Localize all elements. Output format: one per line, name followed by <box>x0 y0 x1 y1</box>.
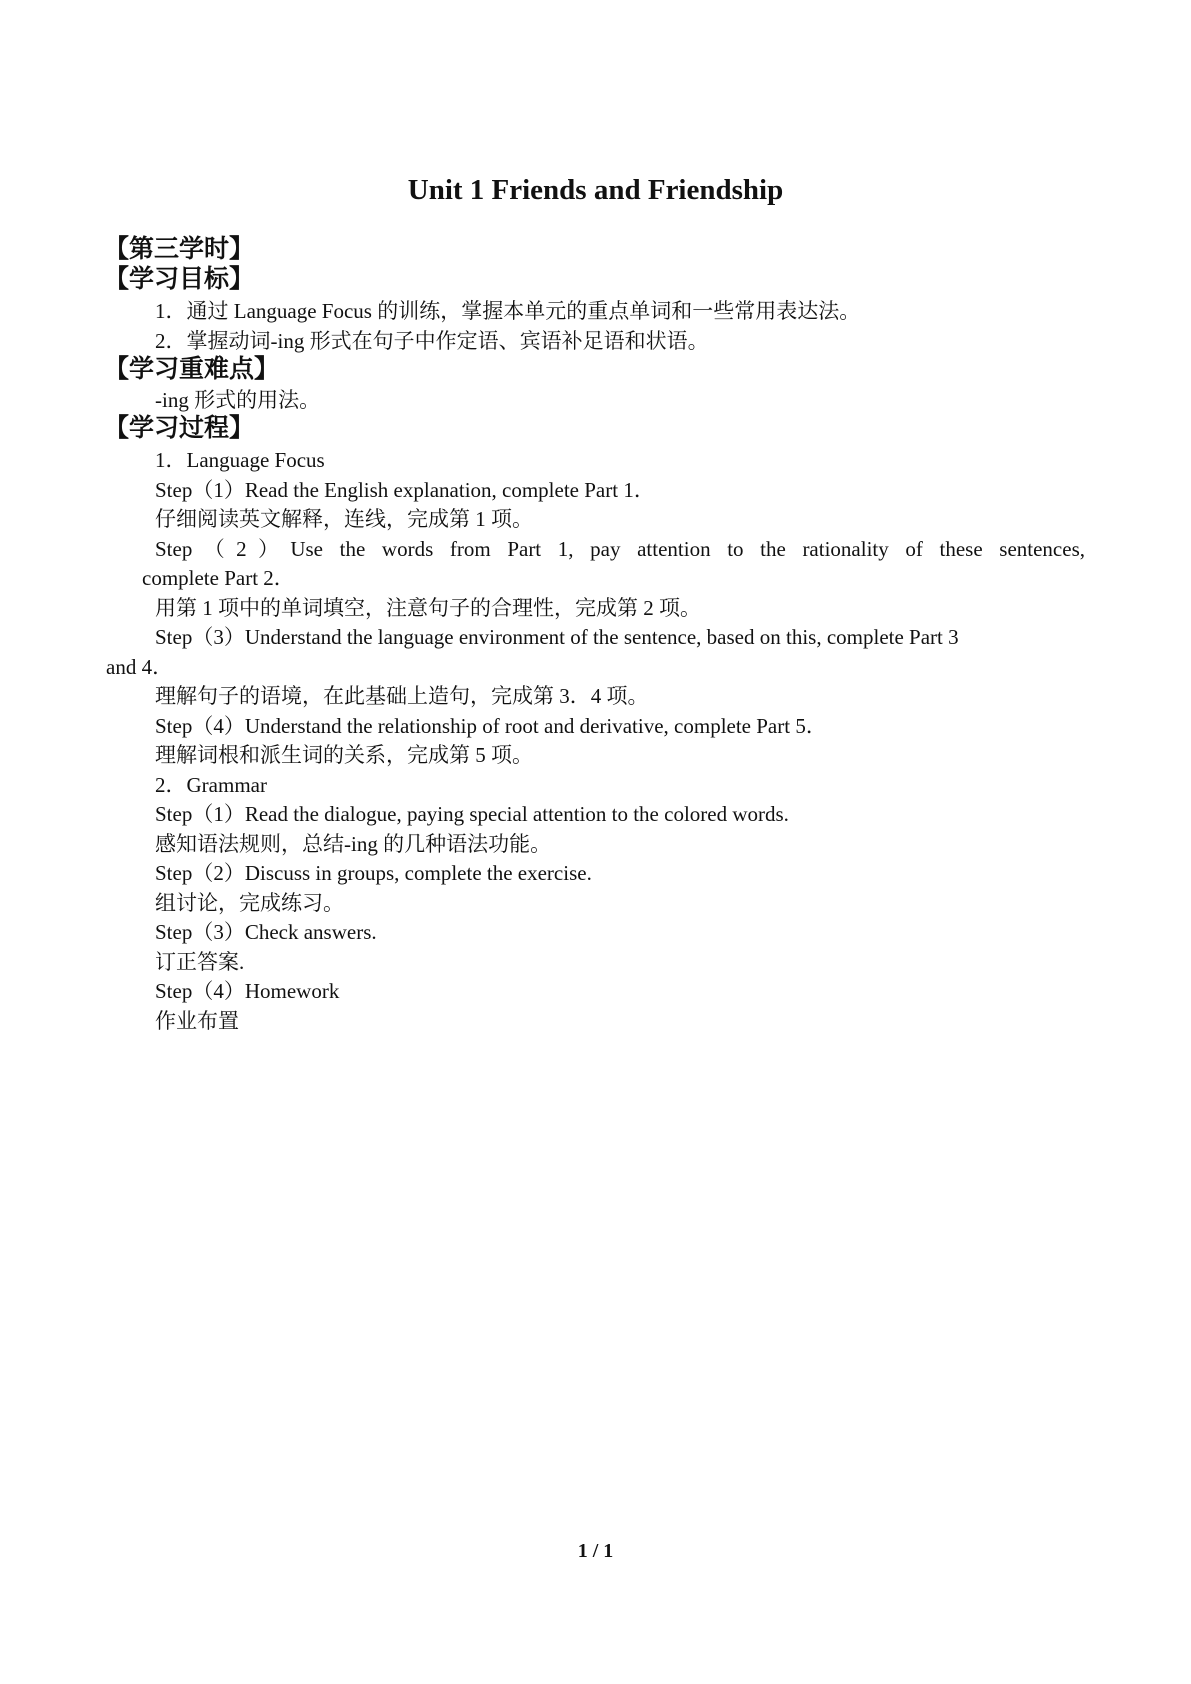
lf-step-2-en-cont: complete Part 2． <box>142 566 295 590</box>
gr-step-4-cn: 作业布置 <box>155 1009 239 1033</box>
lf-step-1-cn: 仔细阅读英文解释，连线，完成第 1 项。 <box>155 507 533 531</box>
gr-step-4-en: Step（4）Homework <box>155 979 340 1003</box>
gr-step-3-en: Step（3）Check answers. <box>155 920 377 944</box>
key-point: -ing 形式的用法。 <box>155 388 321 412</box>
objective-2: 2．掌握动词-ing 形式在句子中作定语、宾语补足语和状语。 <box>155 329 709 353</box>
language-focus-title: 1．Language Focus <box>155 448 325 472</box>
page-number: 1 / 1 <box>577 1540 614 1562</box>
lf-step-4-cn: 理解词根和派生词的关系，完成第 5 项。 <box>155 743 533 767</box>
lf-step-3-cn: 理解句子的语境，在此基础上造句，完成第 3．4 项。 <box>155 684 649 708</box>
lf-step-2-en: Step（2）Use the words from Part 1, pay attention to the rationality of these sentences, <box>155 537 1085 561</box>
gr-step-2-en: Step（2）Discuss in groups, complete the exercise. <box>155 861 592 885</box>
grammar-title: 2．Grammar <box>155 773 267 797</box>
objectives-heading: 【学习目标】 <box>104 266 255 293</box>
lf-step-3-en: Step（3）Understand the language environment of the sentence, based on this, complete Part 3 <box>155 625 959 649</box>
lf-step-2-cn: 用第 1 项中的单词填空，注意句子的合理性，完成第 2 项。 <box>155 596 701 620</box>
lf-step-1-en: Step（1）Read the English explanation, complete Part 1． <box>155 478 655 502</box>
gr-step-1-cn: 感知语法规则，总结-ing 的几种语法功能。 <box>155 832 552 856</box>
process-heading: 【学习过程】 <box>104 415 255 442</box>
gr-step-2-cn: 组讨论，完成练习。 <box>155 891 344 915</box>
lf-step-4-en: Step（4）Understand the relationship of root and derivative, complete Part 5． <box>155 714 827 738</box>
document-title: Unit 1 Friends and Friendship <box>407 174 784 206</box>
objective-1: 1．通过 Language Focus 的训练，掌握本单元的重点单词和一些常用表达法。 <box>155 299 861 323</box>
period-heading: 【第三学时】 <box>104 236 255 263</box>
gr-step-1-en: Step（1）Read the dialogue, paying special attention to the colored words. <box>155 802 789 826</box>
gr-step-3-cn: 订正答案. <box>155 950 245 974</box>
key-points-heading: 【学习重难点】 <box>104 356 280 383</box>
lf-step-3-en-cont: and 4． <box>106 655 174 679</box>
